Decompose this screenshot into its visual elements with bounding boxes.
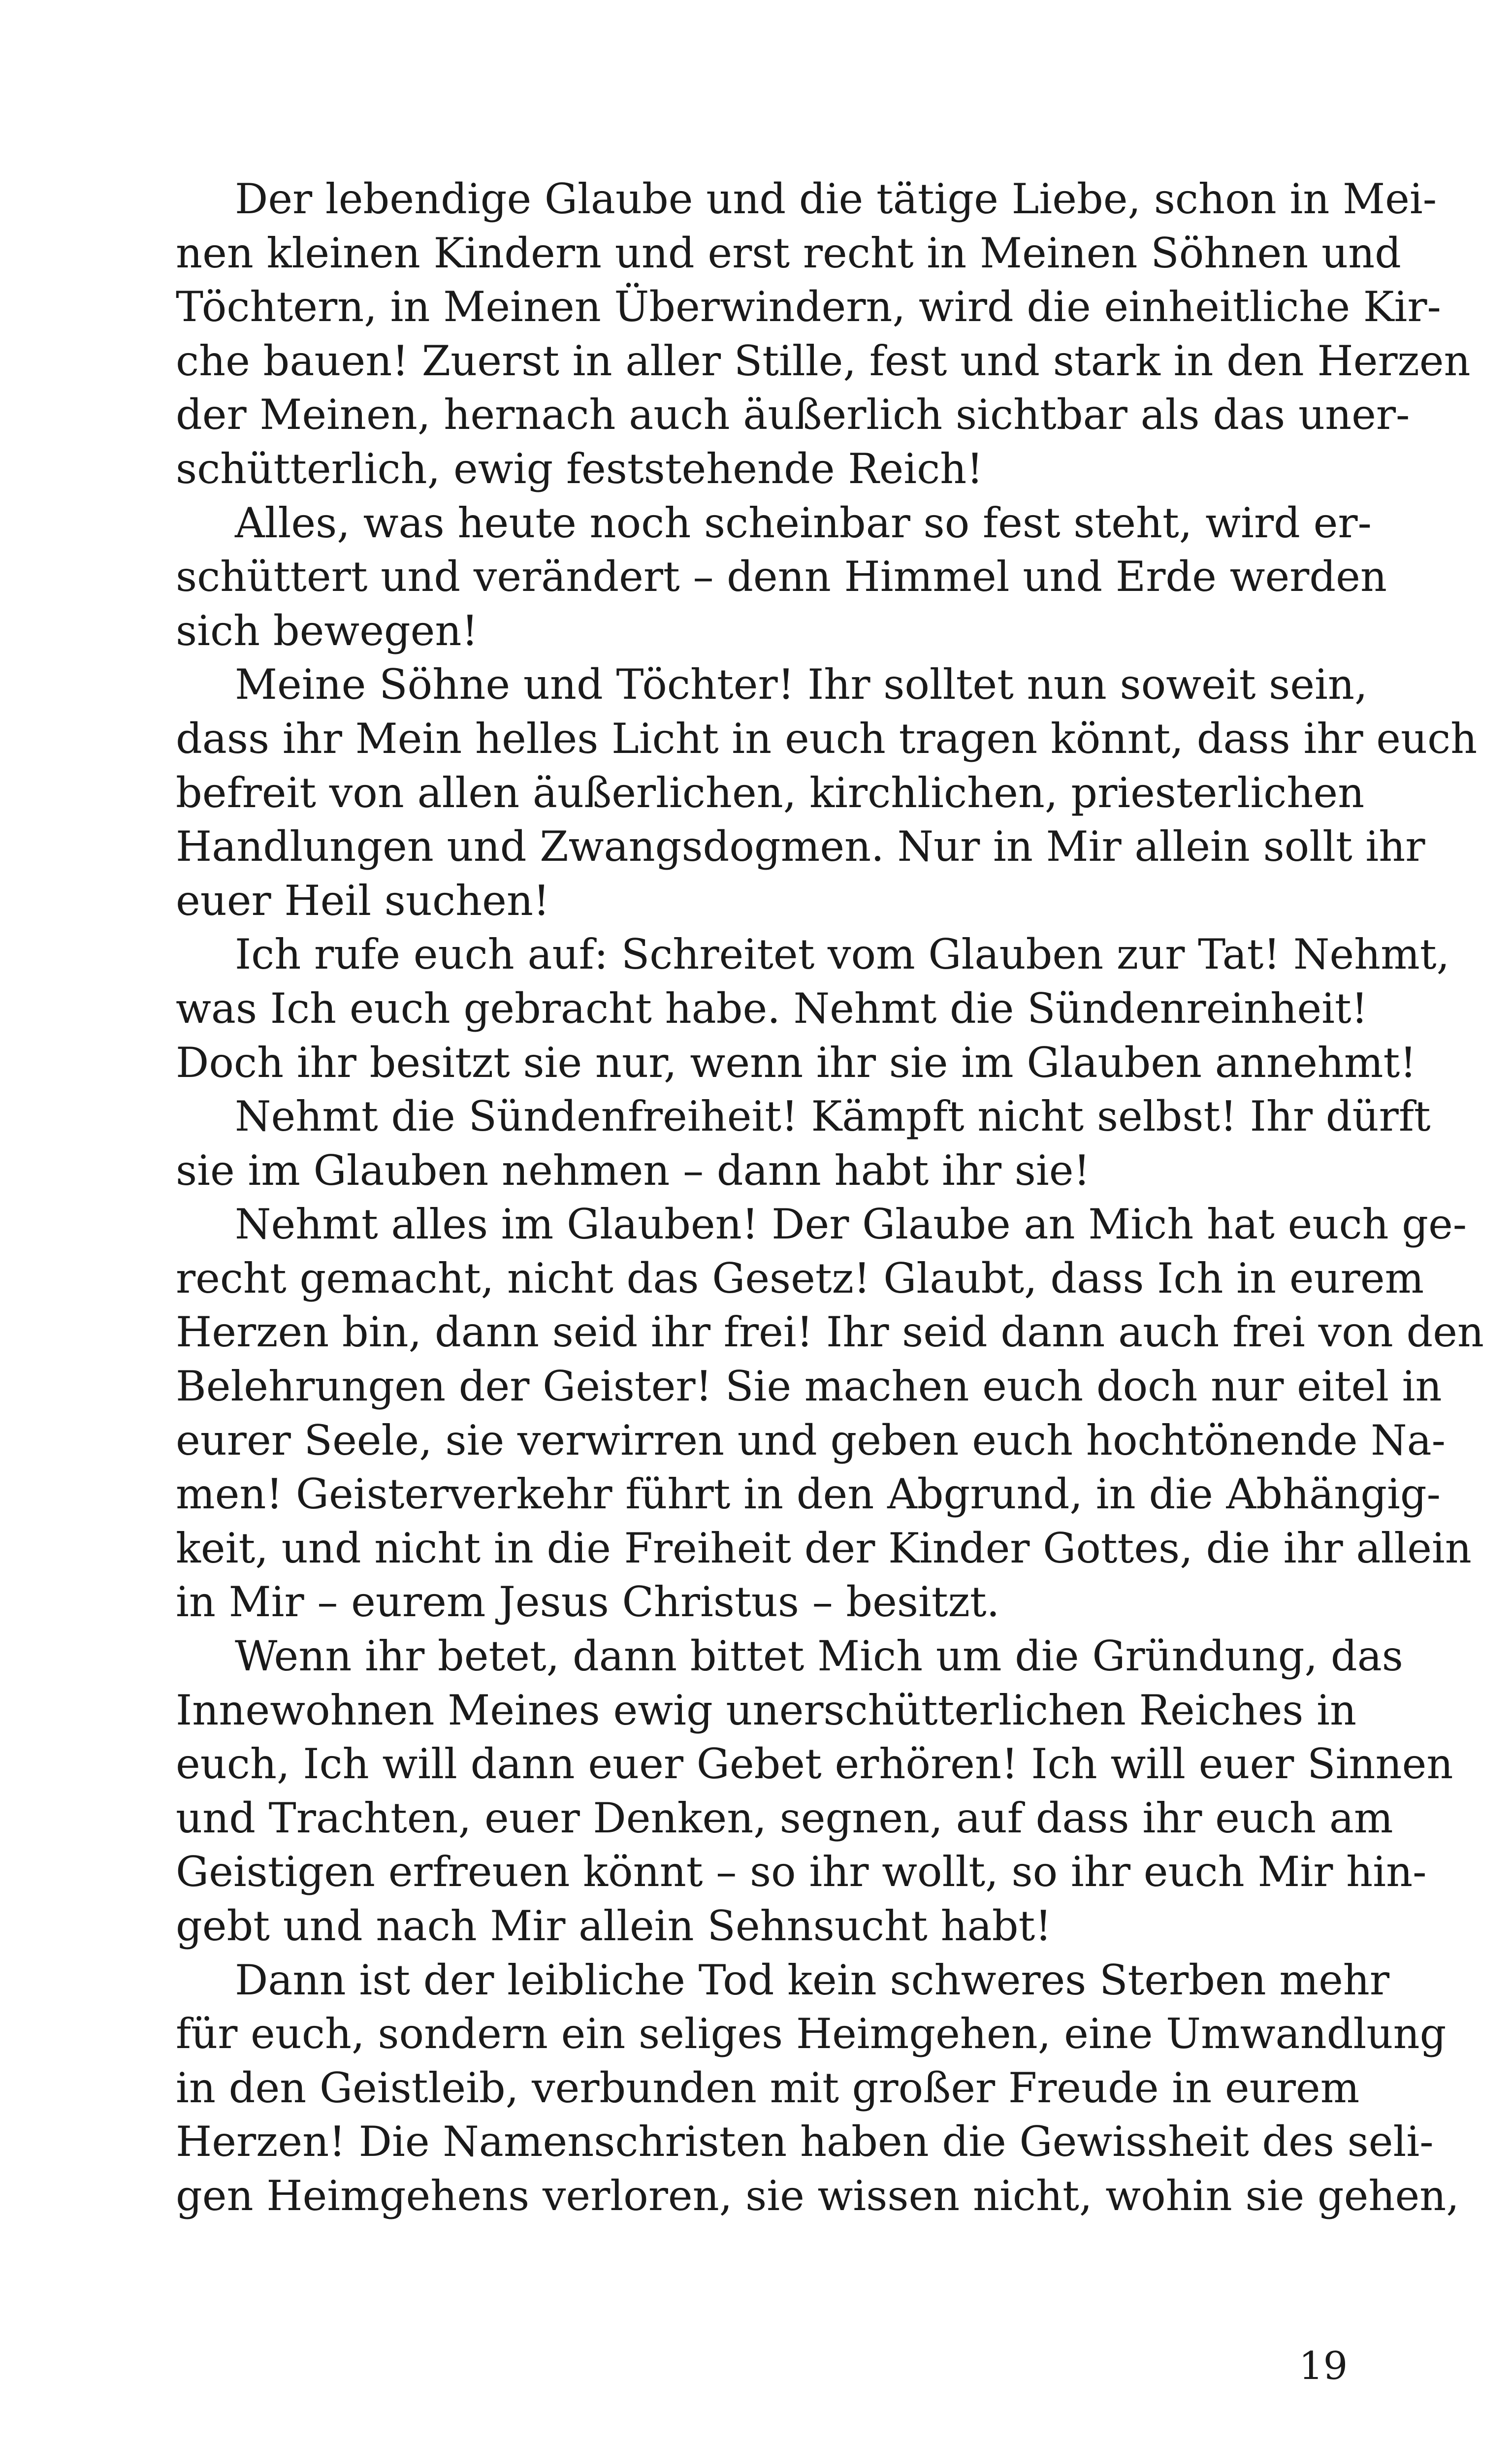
text-line: Meine Söhne und Töchter! Ihr solltet nun soweit sein, — [235, 660, 1368, 709]
body-text — [176, 172, 1484, 2223]
text-line: schütterlich, ewig feststehende Reich! — [176, 444, 984, 493]
text-line: für euch, sondern ein seliges Heimgehen, eine Umwandlung — [176, 2010, 1447, 2058]
text-line: Geistigen erfreuen könnt – so ihr wollt, so ihr euch Mir hin- — [176, 1848, 1427, 1896]
text-line: was Ich euch gebracht habe. Nehmt die Sündenreinheit! — [176, 984, 1368, 1033]
page-number: 19 — [1299, 2344, 1348, 2388]
paragraph — [176, 1954, 1459, 2223]
text-line: Alles, was heute noch scheinbar so fest steht, wird er- — [235, 498, 1372, 547]
text-line: che bauen! Zuerst in aller Stille, fest und stark in den Herzen — [176, 336, 1471, 385]
paragraph — [176, 1198, 1484, 1629]
paragraph — [176, 658, 1478, 928]
text-line: Ich rufe euch auf: Schreitet vom Glauben zur Tat! Nehmt, — [235, 930, 1450, 979]
text-line: gebt und nach Mir allein Sehnsucht habt! — [176, 1902, 1052, 1950]
text-line: befreit von allen äußerlichen, kirchlichen, priesterlichen — [176, 768, 1365, 817]
text-line: sich bewegen! — [176, 606, 479, 655]
text-line: Nehmt alles im Glauben! Der Glaube an Mich hat euch ge- — [235, 1200, 1467, 1249]
text-line: der Meinen, hernach auch äußerlich sichtbar als das uner- — [176, 391, 1410, 439]
text-line: Innewohnen Meines ewig unerschütterlichen Reiches in — [176, 1686, 1357, 1734]
text-line: und Trachten, euer Denken, segnen, auf dass ihr euch am — [176, 1793, 1393, 1842]
text-line: dass ihr Mein helles Licht in euch tragen könnt, dass ihr euch — [176, 714, 1478, 763]
text-line: nen kleinen Kindern und erst recht in Meinen Söhnen und — [176, 228, 1401, 277]
text-line: Töchtern, in Meinen Überwindern, wird die einheitliche Kir- — [176, 283, 1441, 331]
text-line: eurer Seele, sie verwirren und geben euch hochtönende Na- — [176, 1416, 1446, 1465]
paragraph — [176, 496, 1387, 658]
text-line: Belehrungen der Geister! Sie machen euch doch nur eitel in — [176, 1362, 1442, 1411]
text-line: keit, und nicht in die Freiheit der Kinder Gottes, die ihr allein — [176, 1524, 1472, 1572]
text-line: recht gemacht, nicht das Gesetz! Glaubt, dass Ich in eurem — [176, 1254, 1424, 1303]
text-line: in den Geistleib, verbunden mit großer Freude in eurem — [176, 2063, 1360, 2112]
text-line: Wenn ihr betet, dann bittet Mich um die Gründung, das — [235, 1632, 1403, 1681]
text-line: in Mir – eurem Jesus Christus – besitzt. — [176, 1578, 1000, 1627]
text-line: schüttert und verändert – denn Himmel und Erde werden — [176, 553, 1387, 601]
text-line: euer Heil suchen! — [176, 876, 550, 925]
text-line: Der lebendige Glaube und die tätige Liebe, schon in Mei- — [235, 175, 1437, 223]
text-line: gen Heimgehens verloren, sie wissen nicht, wohin sie gehen, — [176, 2171, 1459, 2220]
text-line: Handlungen und Zwangsdogmen. Nur in Mir allein sollt ihr — [176, 822, 1425, 871]
paragraph — [176, 1090, 1431, 1198]
text-line: Doch ihr besitzt sie nur, wenn ihr sie im Glauben annehmt! — [176, 1038, 1417, 1087]
text-line: Herzen! Die Namenschristen haben die Gewissheit des seli- — [176, 2117, 1434, 2166]
paragraph — [176, 1629, 1453, 1954]
text-line: Herzen bin, dann seid ihr frei! Ihr seid dann auch frei von den — [176, 1308, 1484, 1357]
text-line: Nehmt die Sündenfreiheit! Kämpft nicht selbst! Ihr dürft — [235, 1092, 1431, 1141]
paragraph — [176, 928, 1450, 1090]
text-line: sie im Glauben nehmen – dann habt ihr sie! — [176, 1146, 1091, 1195]
text-line: men! Geisterverkehr führt in den Abgrund, in die Abhängig- — [176, 1470, 1441, 1519]
paragraph — [176, 172, 1471, 496]
text-line: euch, Ich will dann euer Gebet erhören! Ich will euer Sinnen — [176, 1740, 1453, 1789]
text-line: Dann ist der leibliche Tod kein schweres Sterben mehr — [235, 1955, 1390, 2004]
